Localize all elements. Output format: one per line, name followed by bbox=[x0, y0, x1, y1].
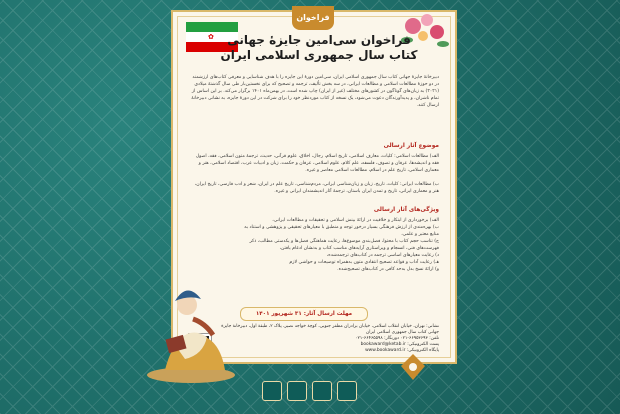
site-label: پایگاه الکترونیکی: bbox=[406, 348, 439, 353]
logo-icon bbox=[312, 381, 332, 401]
logo-icon bbox=[262, 381, 282, 401]
contact-address: نشانی: تهران، خیابان انقلاب اسلامی، خیابان برادران مظفر جنوبی، کوچهٔ خواجه نصیر، پلاک ۲، طبقهٔ اول، دبیرخانهٔ جایزهٔ جهانی کتاب سال جمهوری اسلامی ایران bbox=[221, 324, 439, 335]
feature-item: د) رعایت معیارهای اساسی ترجمه در کتاب‌های ترجمه‌شده، bbox=[326, 253, 439, 258]
contact-info bbox=[214, 324, 439, 354]
announcement-badge: فراخوان bbox=[292, 6, 334, 30]
topics-heading: موضوع آثار ارسالی bbox=[383, 143, 439, 149]
feature-item: و) ارائهٔ نسخ بدل به‌حد کافی در کتاب‌های تصحیح‌شده. bbox=[337, 267, 439, 272]
topics-islamic: الف) مطالعات اسلامی: کلیات، معارف اسلامی، تاریخ اسلام، رجال، اخلاق، علوم قرآنی، حدیث، ترجمهٔ متون اسلامی، فقه، اصول فقه و اندیشه‌ها، عرفان و تصوف، فلسفه، علم کلام، علوم اسلامی، عرفان و حکمت، زبان و ادبیات عرب، اقتصاد اسلامی، هنر و معماری اسلامی، تاریخ علم در اسلام، مطالعات اسلامی معاصر و غیره. bbox=[195, 154, 439, 173]
intro-paragraph: دبیرخانهٔ جایزهٔ جهانی کتاب سال جمهوری اسلامی ایران، سی‌امین دورهٔ این جایزه را با هدف شناسایی و معرفی کتاب‌های ارزشمند در دو حوزهٔ مطالعات اسلامی و مطالعات ایرانی، در سه بخش تألیف، ترجمه و تصحیح که برای نخستین‌بار طی سال گذشتهٔ میلادی (۲۰۲۱) به زبان‌های گوناگون در کشورهای مختلف (غیر از ایران) چاپ شده است، در بهمن‌ماه ۱۴۰۱ برگزار می‌کند. بر این اساس از تمام ناشران، و پدیدآورندگان دعوت می‌شود، یک نسخه از کتاب موردنظر خود را برای شرکت در این دورهٔ جایزه، به نشانی دبیرخانهٔ ارسال کنند. bbox=[191, 75, 439, 108]
logo-icon bbox=[287, 381, 307, 401]
feature-item: الف) برخورداری از ابتکار و خلاقیت در ارائهٔ بینش اسلامی و تحقیقات و مطالعات ایرانی، bbox=[272, 218, 439, 223]
site-link[interactable]: www.bookaward.ir bbox=[365, 348, 406, 353]
iran-flag-icon: ✿ bbox=[186, 22, 238, 52]
logo-icon bbox=[337, 381, 357, 401]
contact-phone: تلفن: ۶۶۹۵۳۶۹۳-۰۲۱ دورنگار: ۶۶۴۶۵۵۹۸-۰۲۱ bbox=[355, 336, 439, 341]
topics-iranian: ب) مطالعات ایرانی: کلیات، تاریخ، زبان و زبان‌شناسی ایرانی، مردم‌شناسی، تاریخ علم در ایران، شعر و ادب فارسی، تاریخ ایران، هنر و معماری ایرانی، تاریخ و تمدن ایران باستان، ترجمهٔ آثار اندیشمندان ایرانی و غیره. bbox=[194, 182, 439, 194]
page-title bbox=[214, 33, 424, 63]
features-list bbox=[236, 217, 439, 273]
bottom-ornament-icon bbox=[395, 352, 431, 382]
feature-item: هـ) رعایت آداب و قواعد تصحیح انتقادی متون به‌همراه توضیحات و حواشی لازم bbox=[289, 260, 439, 265]
email-label: پست الکترونیکی: bbox=[407, 342, 439, 347]
deadline-banner: مهلت ارسال آثار: ۳۱ شهریور ۱۴۰۱ bbox=[240, 307, 368, 321]
title-line-1: فراخوان سی‌امین جایزهٔ جهانی bbox=[227, 33, 411, 47]
email-link[interactable]: bookaward@ketab.ir bbox=[360, 342, 406, 347]
feature-item: ج) تناسب حجم کتاب با محتوا، فصل‌بندی موضوع‌ها، رعایت هماهنگی فصل‌ها و یکدستی مطالب، ذکر فهرست‌های فنی، انسجام و ویراستاری آرایه‌های مناسب کتاب و بدنشان ادغام یافتن، bbox=[249, 239, 439, 251]
features-heading: ویژگی‌های آثار ارسالی bbox=[373, 207, 439, 213]
feature-item: ب) بهره‌مندی از ارزش فرهنگی بسیار درخور توجه و منطبق با معیارهای تحقیقی و پژوهشی و استناد به منابع معتبر و علمی، bbox=[244, 225, 439, 237]
persian-miniature-figure-icon bbox=[145, 275, 237, 385]
title-line-2: کتاب سال جمهوری اسلامی ایران bbox=[220, 48, 418, 62]
